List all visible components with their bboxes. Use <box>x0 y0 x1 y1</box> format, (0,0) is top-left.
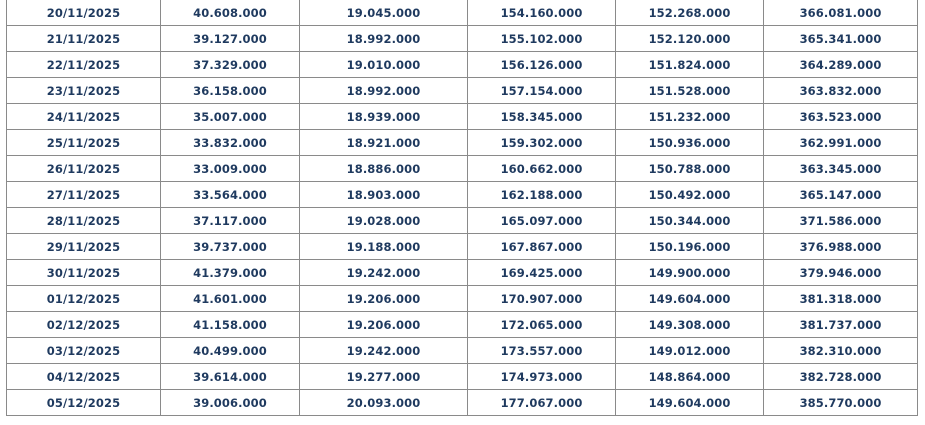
table-row <box>7 26 918 52</box>
date-cell: 28/11/2025 <box>7 208 161 234</box>
price-table-container <box>6 0 917 416</box>
value-cell: 381.318.000 <box>764 286 918 312</box>
value-cell: 362.991.000 <box>764 130 918 156</box>
table-row <box>7 130 918 156</box>
value-cell: 363.832.000 <box>764 78 918 104</box>
date-cell: 26/11/2025 <box>7 156 161 182</box>
value-cell: 170.907.000 <box>468 286 616 312</box>
date-cell: 30/11/2025 <box>7 260 161 286</box>
value-cell: 157.154.000 <box>468 78 616 104</box>
value-cell: 20.093.000 <box>300 390 468 416</box>
value-cell: 37.117.000 <box>161 208 300 234</box>
table-row <box>7 208 918 234</box>
value-cell: 172.065.000 <box>468 312 616 338</box>
value-cell: 162.188.000 <box>468 182 616 208</box>
value-cell: 160.662.000 <box>468 156 616 182</box>
value-cell: 19.242.000 <box>300 338 468 364</box>
value-cell: 167.867.000 <box>468 234 616 260</box>
table-row <box>7 182 918 208</box>
value-cell: 177.067.000 <box>468 390 616 416</box>
date-cell: 25/11/2025 <box>7 130 161 156</box>
date-cell: 02/12/2025 <box>7 312 161 338</box>
date-cell: 27/11/2025 <box>7 182 161 208</box>
value-cell: 41.601.000 <box>161 286 300 312</box>
value-cell: 152.268.000 <box>616 0 764 26</box>
date-cell: 22/11/2025 <box>7 52 161 78</box>
value-cell: 37.329.000 <box>161 52 300 78</box>
value-cell: 35.007.000 <box>161 104 300 130</box>
value-cell: 154.160.000 <box>468 0 616 26</box>
table-row <box>7 0 918 26</box>
value-cell: 33.832.000 <box>161 130 300 156</box>
value-cell: 151.528.000 <box>616 78 764 104</box>
value-cell: 149.900.000 <box>616 260 764 286</box>
price-table <box>6 0 918 416</box>
value-cell: 382.728.000 <box>764 364 918 390</box>
table-row <box>7 390 918 416</box>
value-cell: 19.045.000 <box>300 0 468 26</box>
value-cell: 379.946.000 <box>764 260 918 286</box>
value-cell: 365.341.000 <box>764 26 918 52</box>
value-cell: 19.242.000 <box>300 260 468 286</box>
value-cell: 382.310.000 <box>764 338 918 364</box>
value-cell: 381.737.000 <box>764 312 918 338</box>
value-cell: 39.006.000 <box>161 390 300 416</box>
value-cell: 18.992.000 <box>300 26 468 52</box>
value-cell: 148.864.000 <box>616 364 764 390</box>
value-cell: 41.379.000 <box>161 260 300 286</box>
value-cell: 39.127.000 <box>161 26 300 52</box>
table-row <box>7 260 918 286</box>
value-cell: 151.232.000 <box>616 104 764 130</box>
value-cell: 18.903.000 <box>300 182 468 208</box>
value-cell: 155.102.000 <box>468 26 616 52</box>
value-cell: 19.206.000 <box>300 312 468 338</box>
value-cell: 159.302.000 <box>468 130 616 156</box>
table-row <box>7 52 918 78</box>
value-cell: 165.097.000 <box>468 208 616 234</box>
value-cell: 150.196.000 <box>616 234 764 260</box>
value-cell: 19.010.000 <box>300 52 468 78</box>
value-cell: 364.289.000 <box>764 52 918 78</box>
table-row <box>7 364 918 390</box>
value-cell: 18.939.000 <box>300 104 468 130</box>
date-cell: 03/12/2025 <box>7 338 161 364</box>
value-cell: 156.126.000 <box>468 52 616 78</box>
value-cell: 151.824.000 <box>616 52 764 78</box>
value-cell: 385.770.000 <box>764 390 918 416</box>
value-cell: 33.564.000 <box>161 182 300 208</box>
value-cell: 39.737.000 <box>161 234 300 260</box>
value-cell: 371.586.000 <box>764 208 918 234</box>
value-cell: 158.345.000 <box>468 104 616 130</box>
value-cell: 152.120.000 <box>616 26 764 52</box>
table-body <box>7 0 918 416</box>
date-cell: 23/11/2025 <box>7 78 161 104</box>
value-cell: 19.188.000 <box>300 234 468 260</box>
table-row <box>7 234 918 260</box>
value-cell: 33.009.000 <box>161 156 300 182</box>
value-cell: 149.604.000 <box>616 390 764 416</box>
table-row <box>7 78 918 104</box>
date-cell: 20/11/2025 <box>7 0 161 26</box>
value-cell: 366.081.000 <box>764 0 918 26</box>
value-cell: 169.425.000 <box>468 260 616 286</box>
value-cell: 36.158.000 <box>161 78 300 104</box>
table-row <box>7 312 918 338</box>
value-cell: 149.308.000 <box>616 312 764 338</box>
date-cell: 29/11/2025 <box>7 234 161 260</box>
value-cell: 150.492.000 <box>616 182 764 208</box>
value-cell: 40.608.000 <box>161 0 300 26</box>
date-cell: 04/12/2025 <box>7 364 161 390</box>
value-cell: 18.992.000 <box>300 78 468 104</box>
value-cell: 173.557.000 <box>468 338 616 364</box>
date-cell: 01/12/2025 <box>7 286 161 312</box>
value-cell: 365.147.000 <box>764 182 918 208</box>
table-row <box>7 338 918 364</box>
value-cell: 149.012.000 <box>616 338 764 364</box>
value-cell: 41.158.000 <box>161 312 300 338</box>
value-cell: 174.973.000 <box>468 364 616 390</box>
value-cell: 19.206.000 <box>300 286 468 312</box>
table-row <box>7 104 918 130</box>
value-cell: 19.028.000 <box>300 208 468 234</box>
date-cell: 21/11/2025 <box>7 26 161 52</box>
value-cell: 18.886.000 <box>300 156 468 182</box>
value-cell: 363.345.000 <box>764 156 918 182</box>
value-cell: 376.988.000 <box>764 234 918 260</box>
table-row <box>7 286 918 312</box>
value-cell: 19.277.000 <box>300 364 468 390</box>
value-cell: 363.523.000 <box>764 104 918 130</box>
value-cell: 150.344.000 <box>616 208 764 234</box>
value-cell: 18.921.000 <box>300 130 468 156</box>
date-cell: 24/11/2025 <box>7 104 161 130</box>
value-cell: 40.499.000 <box>161 338 300 364</box>
date-cell: 05/12/2025 <box>7 390 161 416</box>
value-cell: 150.788.000 <box>616 156 764 182</box>
value-cell: 149.604.000 <box>616 286 764 312</box>
value-cell: 150.936.000 <box>616 130 764 156</box>
table-row <box>7 156 918 182</box>
value-cell: 39.614.000 <box>161 364 300 390</box>
